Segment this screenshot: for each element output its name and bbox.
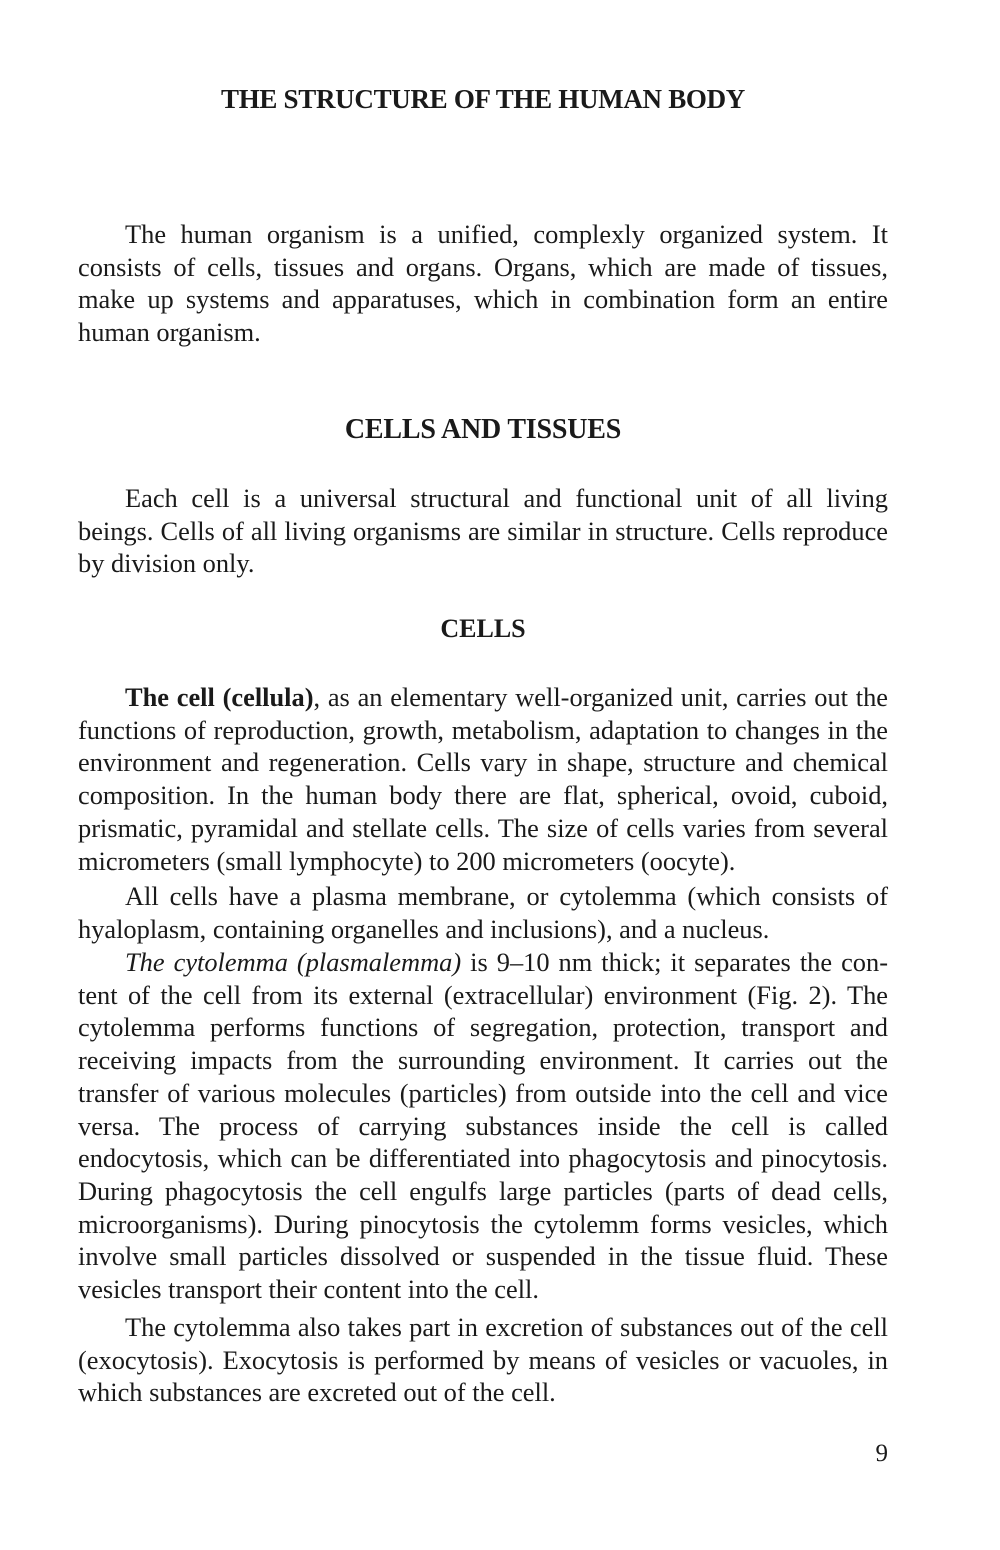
- intro-paragraph: The human organism is a unified, complexly organized system. It consists of cells, tissues and organs. Organs, which are made of tissues, make up systems and apparatuses, which in combination form an entire human organism.: [78, 219, 888, 348]
- page-number: 9: [875, 1440, 888, 1467]
- section-heading-cells: CELLS: [440, 614, 526, 643]
- term-cellula: (cellula): [222, 682, 314, 712]
- cytolemma-paragraph: [78, 946, 888, 1306]
- document-page: [78, 0, 888, 1550]
- cell-definition-paragraph: [78, 681, 888, 877]
- cells-and-tissues-paragraph: Each cell is a universal structural and functional unit of all living beings. Cells of all living organisms are similar in structure. Cells reproduce by division only.: [78, 483, 888, 579]
- cell-definition-text: , as an elementary well-organized unit, carries out the functions of reproduction, growth, metabolism, adaptation to changes in the environment and regeneration. Cells vary in shape, structure and chemical composition. In the human body there are flat, spherical, ovoid, cuboid, prismatic, pyramidal and stellate cells. The size of cells varies from several micrometers (small lymphocyte) to 200 micrometers (oocyte).: [78, 682, 888, 876]
- page-title: THE STRUCTURE OF THE HUMAN BODY: [220, 84, 746, 114]
- excretion-paragraph: The cytolemma also takes part in excretion of substances out of the cell (exocytosis). Exocytosis is performed by means of vesicles or vacuoles, in which substances are excreted out of the cell.: [78, 1312, 888, 1408]
- cytolemma-text: is 9–10 nm thick; it separates the content of the cell from its external (extracellular) environment (Fig. 2). The cytolemma performs functions of segregation, protection, transport and receiving impacts from the surrounding environment. It carries out the transfer of various molecules (particles) from outside into the cell and vice versa. The process of carrying substances inside the cell is called endocytosis, which can be differentiated into phagocytosis and pinocytosis. During phagocytosis the cell engulfs large particles (parts of dead cells, microorganisms). During pinocytosis the cytolemm forms vesicles, which involve small particles dissolved or suspended in the tissue fluid. These vesicles transport their content into the cell.: [78, 947, 888, 1305]
- section-heading-cells-and-tissues: CELLS AND TISSUES: [344, 414, 622, 445]
- term-the-cell: The cell: [125, 682, 215, 712]
- all-cells-paragraph: All cells have a plasma membrane, or cytolemma (which consists of hyaloplasm, containing organelles and inclusions), and a nucleus.: [78, 881, 888, 944]
- term-cytolemma: The cytolemma (plasmalemma): [125, 947, 462, 977]
